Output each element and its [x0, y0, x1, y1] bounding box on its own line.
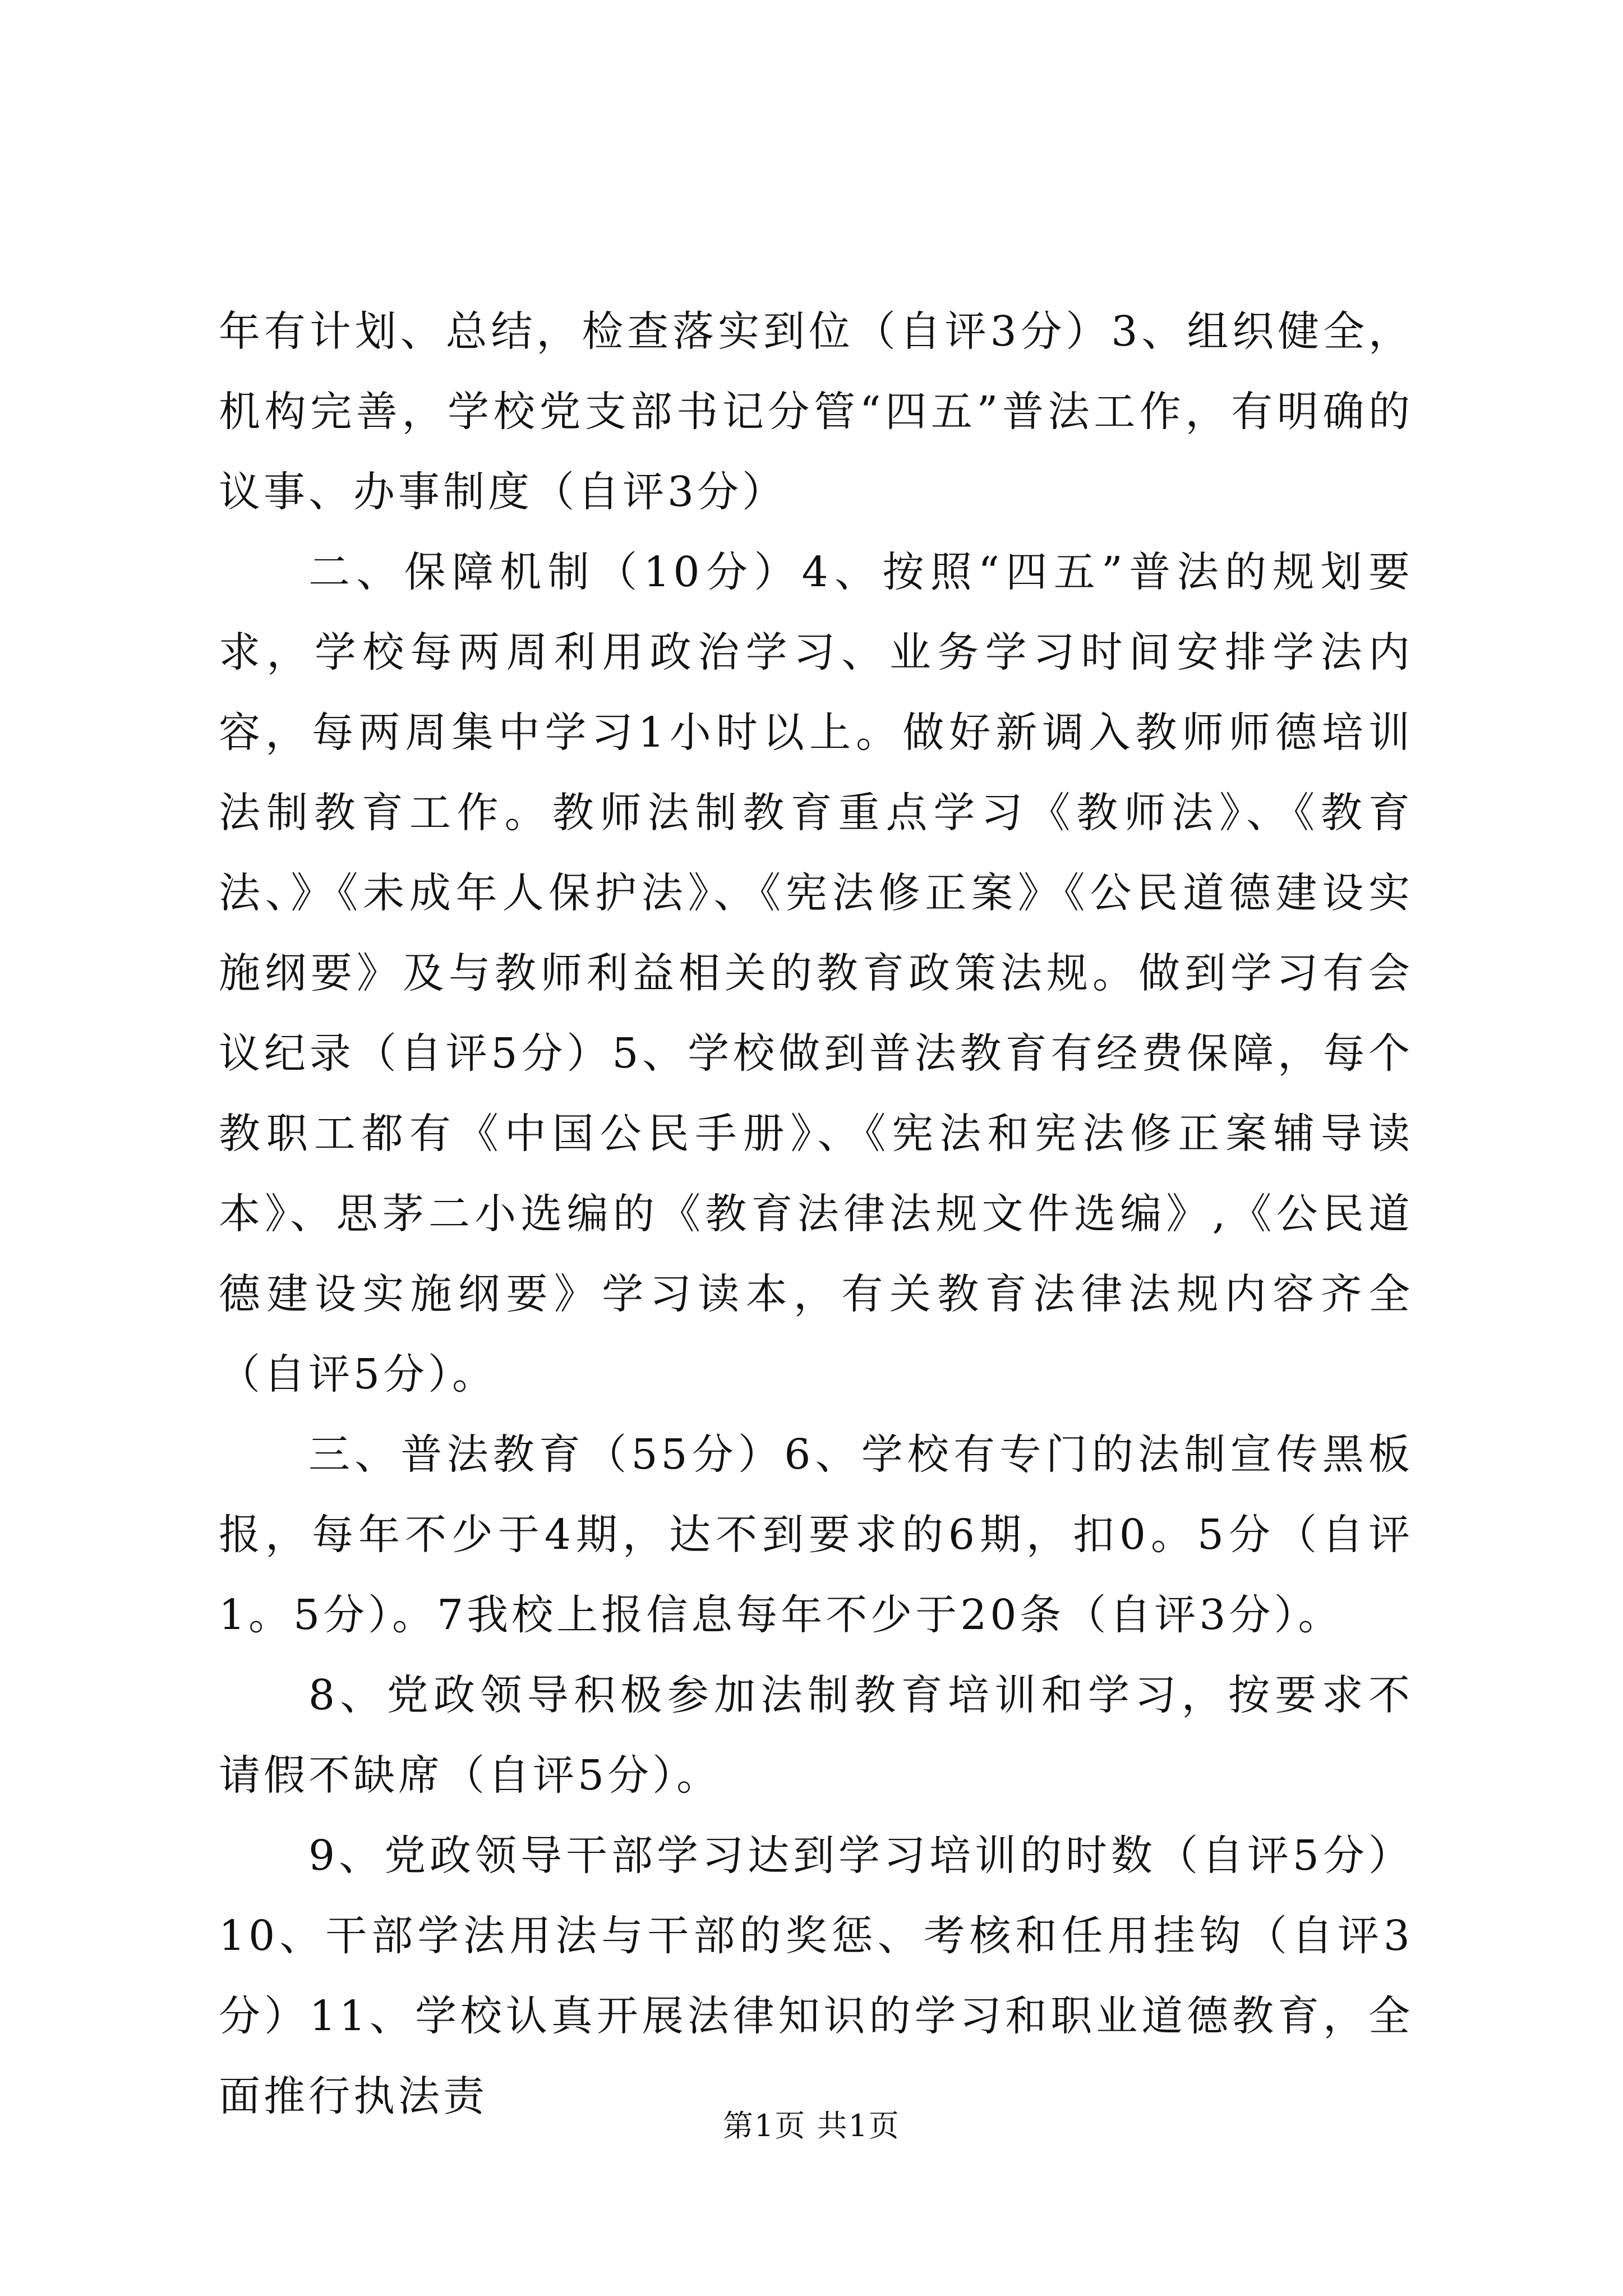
paragraph-1: 年有计划、总结，检查落实到位（自评3分）3、组织健全，机构完善，学校党支部书记分管“四五”普法工作，有明确的议事、办事制度（自评3分）	[219, 307, 1413, 516]
document-body	[219, 292, 1413, 2137]
page-footer: 第1页 共1页	[723, 2108, 900, 2143]
paragraph-5: 9、党政领导干部学习达到学习培训的时数（自评5分）10、干部学法用法与干部的奖惩、考核和任用挂钩（自评3分）11、学校认真开展法律知识的学习和职业道德教育，全面推行执法责	[219, 1832, 1413, 2120]
paragraph-2: 二、保障机制（10分）4、按照“四五”普法的规划要求，学校每两周利用政治学习、业务学习时间安排学法内容，每两周集中学习1小时以上。做好新调入教师师德培训法制教育工作。教师法制教育重点学习《教师法》、《教育法、》《未成年人保护法》、《宪法修正案》《公民道德建设实施纲要》及与教师利益相关的教育政策法规。做到学习有会议纪录（自评5分）5、学校做到普法教育有经费保障，每个教职工都有《中国公民手册》、《宪法和宪法修正案辅导读本》、思茅二小选编的《教育法律法规文件选编》,《公民道德建设实施纲要》学习读本，有关教育法律法规内容齐全（自评5分）。	[219, 548, 1413, 1398]
paragraph-3: 三、普法教育（55分）6、学校有专门的法制宣传黑板报，每年不少于4期，达不到要求的6期，扣0。5分（自评1。5分）。7我校上报信息每年不少于20条（自评3分）。	[219, 1430, 1413, 1639]
paragraph-4: 8、党政领导积极参加法制教育培训和学习，按要求不请假不缺席（自评5分）。	[219, 1671, 1413, 1800]
